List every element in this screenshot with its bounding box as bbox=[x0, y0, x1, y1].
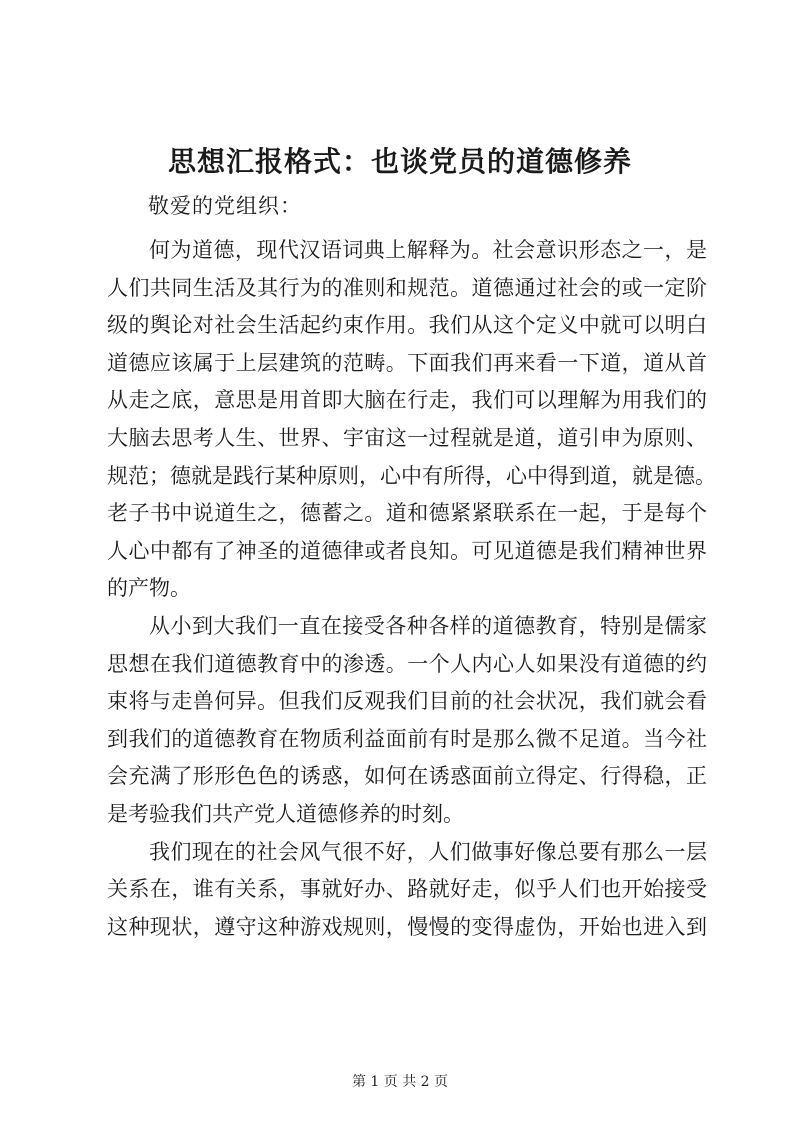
paragraph-line: 何为道德，现代汉语词典上解释为。社会意识形态之一，是 bbox=[149, 238, 707, 262]
paragraph-line: 人们共同生活及其行为的准则和规范。道德通过社会的或一定阶 bbox=[107, 275, 707, 300]
document-body bbox=[107, 232, 716, 946]
paragraph-line: 到我们的道德教育在物质利益面前有时是那么微不足道。当今社 bbox=[107, 726, 707, 751]
paragraph-line: 思想在我们道德教育中的渗透。一个人内心人如果没有道德的约 bbox=[107, 651, 707, 676]
paragraph-line: 老子书中说道生之，德蓄之。道和德紧紧联系在一起，于是每个 bbox=[107, 501, 707, 526]
page-footer: 第 1 页 共 2 页 bbox=[351, 1074, 449, 1090]
paragraph-line: 级的舆论对社会生活起约束作用。我们从这个定义中就可以明白 bbox=[107, 313, 707, 338]
paragraph-line: 束将与走兽何异。但我们反观我们目前的社会状况，我们就会看 bbox=[107, 689, 707, 714]
document-title: 思想汇报格式：也谈党员的道德修养 bbox=[167, 145, 632, 178]
paragraph-line: 的产物。 bbox=[107, 576, 191, 601]
paragraph-line: 我们现在的社会风气很不好，人们做事好像总要有那么一层 bbox=[149, 839, 707, 864]
paragraph-line: 从走之底，意思是用首即大脑在行走，我们可以理解为用我们的 bbox=[107, 388, 707, 413]
paragraph-line: 规范；德就是践行某种原则，心中有所得，心中得到道，就是德。 bbox=[107, 463, 716, 488]
paragraph-line: 从小到大我们一直在接受各种各样的道德教育，特别是儒家 bbox=[149, 613, 707, 638]
paragraph-line: 人心中都有了神圣的道德律或者良知。可见道德是我们精神世界 bbox=[107, 538, 707, 563]
paragraph-line: 是考验我们共产党人道德修养的时刻。 bbox=[107, 801, 464, 826]
paragraph-line: 大脑去思考人生、世界、宇宙这一过程就是道，道引申为原则、 bbox=[107, 425, 707, 450]
paragraph-line: 道德应该属于上层建筑的范畴。下面我们再来看一下道，道从首 bbox=[107, 350, 707, 375]
greeting-line: 敬爱的党组织： bbox=[148, 194, 302, 218]
paragraph-line: 这种现状，遵守这种游戏规则，慢慢的变得虚伪，开始也进入到 bbox=[107, 914, 707, 939]
paragraph-line: 会充满了形形色色的诱惑，如何在诱惑面前立得定、行得稳，正 bbox=[107, 764, 707, 789]
paragraph-line: 关系在，谁有关系，事就好办、路就好走，似乎人们也开始接受 bbox=[107, 877, 707, 902]
